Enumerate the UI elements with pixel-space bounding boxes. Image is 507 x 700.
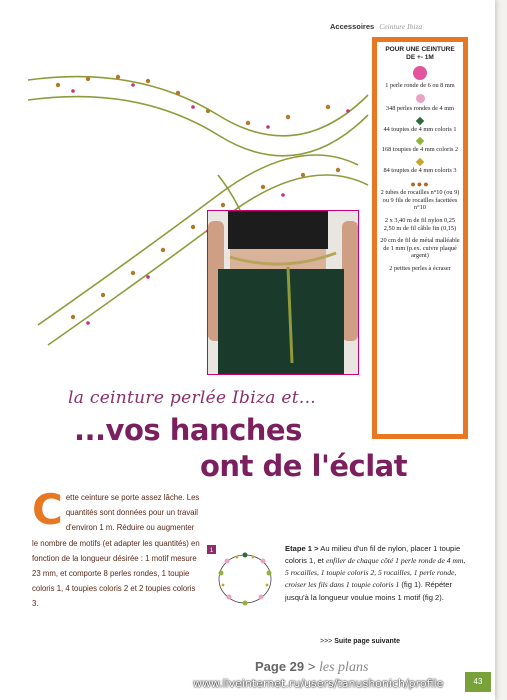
- headline-line1: ...vos hanches: [74, 413, 302, 447]
- pink-bead-icon: [413, 66, 427, 80]
- gold-bicone-icon: [416, 158, 424, 166]
- light-pink-bead-icon: [416, 94, 425, 103]
- lime-bicone-icon: [416, 137, 424, 145]
- step-1-instructions: Etape 1 > Au milieu d'un fil de nylon, placer 1 toupie coloris 1, et enfiler de chaque côté 1 perle ronde de 4 mm, 5 rocailles, 1 toupie coloris 2, 5 rocailles, 1 perle ronde, croiser les fils dans 1 toupie coloris 1 (fig 1). Répéter jusqu'à la longueur voulue moins 1 motif (fig 2).: [285, 544, 466, 602]
- watermark-url: www.liveinternet.ru/users/tanushonich/profile: [193, 677, 444, 690]
- material-item: 2 x 3,40 m de fil nylon 0,25 2,50 m de fil câble fin (0,15): [383, 216, 457, 232]
- material-item: 168 toupies de 4 mm coloris 2: [380, 138, 460, 154]
- page-number-badge: 43: [465, 672, 491, 692]
- green-bicone-icon: [416, 116, 424, 124]
- step-label: Etape 1 >: [285, 544, 319, 553]
- footer-page: Page 29: [255, 659, 305, 674]
- material-item: ●●● 2 tubes de rocailles n°10 (ou 9) ou 9 fils de rocailles facettées n°10: [380, 179, 460, 212]
- headline-line2: ont de l'éclat: [200, 449, 408, 483]
- material-item: 1 perle ronde de 6 ou 8 mm: [380, 66, 460, 90]
- section-subtitle: Ceinture Ibiza: [379, 22, 423, 31]
- model-photo: [207, 210, 359, 375]
- page-footer: Page 29 > les plans: [255, 659, 369, 675]
- materials-sidebar: [372, 37, 468, 439]
- section-header: [330, 22, 490, 31]
- material-item: 44 toupies de 4 mm coloris 1: [380, 118, 460, 134]
- material-item: 84 toupies de 4 mm coloris 3: [380, 159, 460, 175]
- figure-label: 1: [209, 548, 214, 554]
- drop-cap: C: [32, 485, 63, 534]
- worn-belt: [228, 245, 338, 365]
- continued-note: >>> Suite page suivante: [320, 638, 400, 645]
- figure-1-diagram: [207, 545, 277, 610]
- footer-section: les plans: [319, 660, 369, 675]
- intro-text: ette ceinture se porte assez lâche. Les quantités sont données pour un travail d'environ 1 m. Réduire ou augmenter le nombre de motifs (et adapter les quantités) en fonction de la longueur désirée : 1 motif mesure 23 mm, et comporte 8 perles rondes, 1 toupie coloris 1, 4 toupies coloris 2 et 2 toupies coloris 3.: [32, 493, 200, 609]
- seed-beads-icon: ●●●: [410, 179, 430, 190]
- material-item: 348 perles rondes de 4 mm: [380, 94, 460, 113]
- materials-list: [377, 42, 463, 434]
- material-item: 2 petites perles à écraser: [389, 264, 451, 272]
- section-title: Accessoires: [330, 22, 375, 31]
- intro-paragraph: [32, 485, 202, 612]
- materials-title: POUR UNE CEINTURE DE +- 1M: [385, 46, 455, 61]
- material-item: 20 cm de fil de métal malléable de 1 mm (p.ex. cuivre plaqué argent): [380, 237, 460, 260]
- tagline: la ceinture perlée Ibiza et...: [68, 388, 316, 408]
